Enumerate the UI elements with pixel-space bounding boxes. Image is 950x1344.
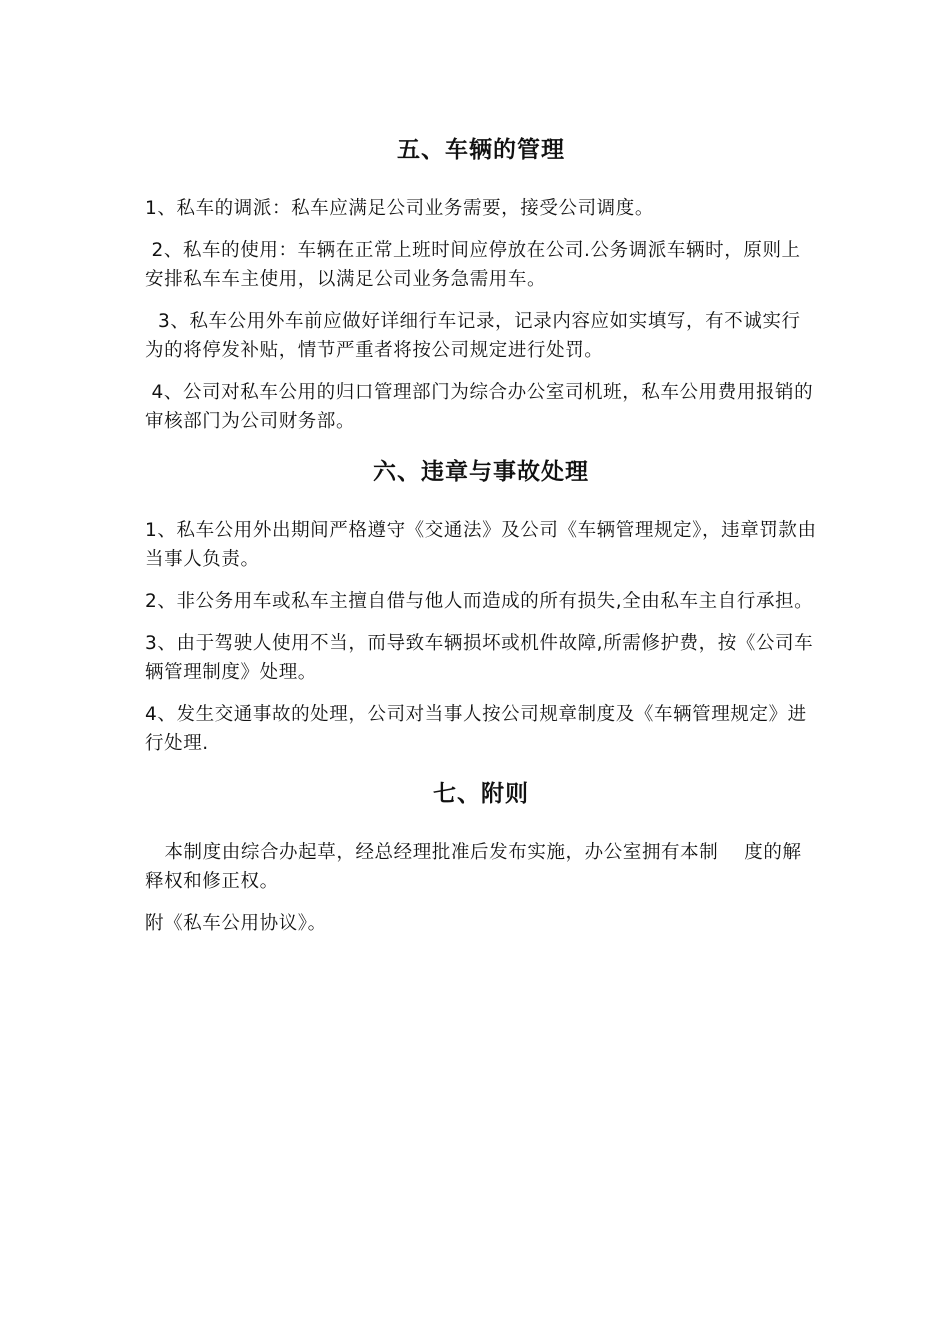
paragraph: 本制度由综合办起草，经总经理批准后发布实施，办公室拥有本制 度的解释权和修正权。 <box>145 842 802 892</box>
document-body <box>145 128 817 938</box>
paragraph: 1、私车公用外出期间严格遵守《交通法》及公司《车辆管理规定》，违章罚款由当事人负责。 <box>145 520 817 570</box>
paragraph: 3、私车公用外车前应做好详细行车记录，记录内容应如实填写，有不诚实行为的将停发补贴，情节严重者将按公司规定进行处罚。 <box>145 311 801 361</box>
paragraph: 4、发生交通事故的处理，公司对当事人按公司规章制度及《车辆管理规定》进行处理. <box>145 704 807 754</box>
section-heading-vehicle-management: 五、车辆的管理 <box>397 137 565 163</box>
paragraph: 2、非公务用车或私车主擅自借与他人而造成的所有损失,全由私车主自行承担。 <box>145 591 814 612</box>
paragraph: 1、私车的调派：私车应满足公司业务需要，接受公司调度。 <box>145 198 654 219</box>
paragraph: 2、私车的使用：车辆在正常上班时间应停放在公司.公务调派车辆时，原则上安排私车车主使用，以满足公司业务急需用车。 <box>145 240 801 290</box>
section-heading-violations-accidents: 六、违章与事故处理 <box>373 459 589 485</box>
paragraph: 4、公司对私车公用的归口管理部门为综合办公室司机班，私车公用费用报销的审核部门为公司财务部。 <box>145 382 814 432</box>
paragraph: 附《私车公用协议》。 <box>145 913 327 934</box>
paragraph: 3、由于驾驶人使用不当，而导致车辆损坏或机件故障,所需修护费，按《公司车辆管理制度》处理。 <box>145 633 814 683</box>
section-heading-supplementary-provisions: 七、附则 <box>433 781 529 807</box>
